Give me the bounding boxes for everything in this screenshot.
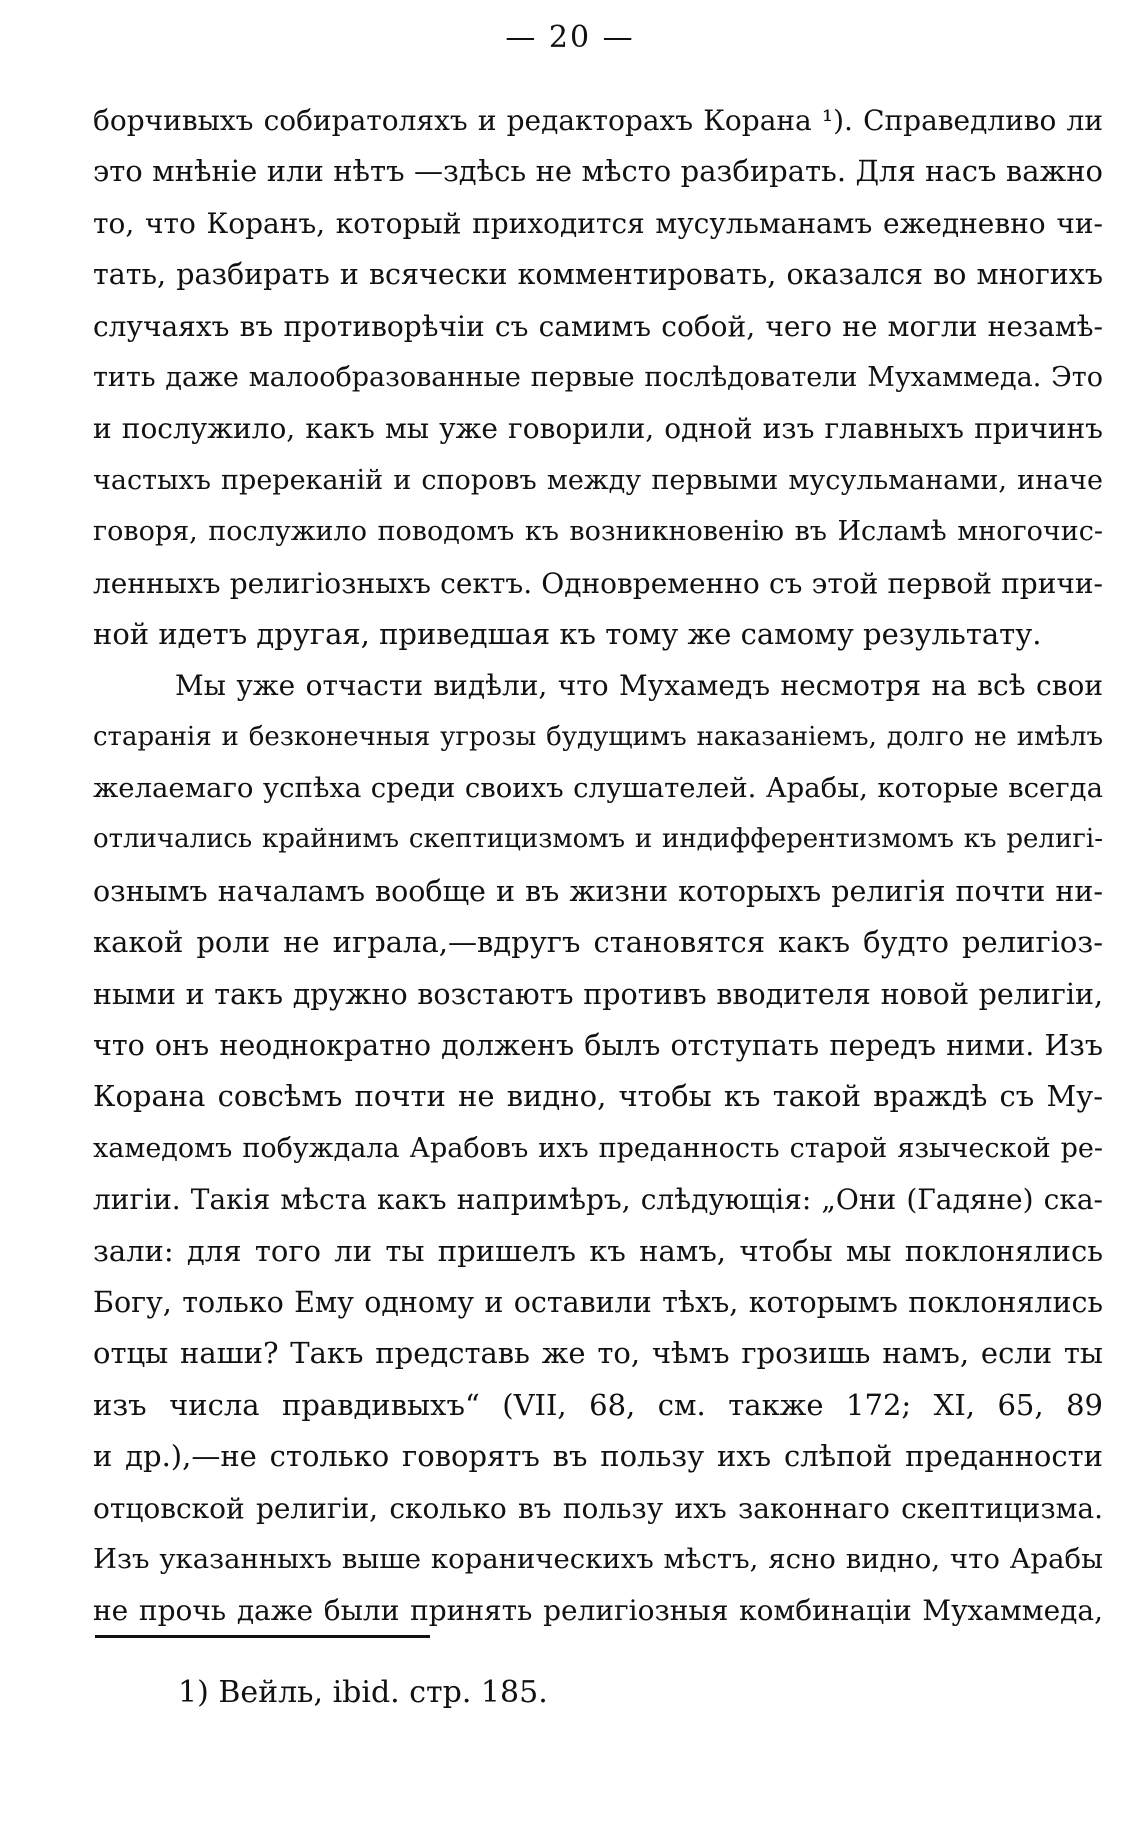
text-line: случаяхъ въ противорѣчіи съ самимъ собой, чего не могли незамѣ- [93,309,1103,343]
paragraph [93,95,1103,660]
page-number: — 20 — [505,20,635,55]
text-line: не прочь даже были принять религіозныя комбинаціи Мухаммеда, [93,1594,1103,1628]
text-line: зали: для того ли ты пришелъ къ намъ, чтобы мы поклонялись [93,1233,1103,1268]
text-line: ознымъ началамъ вообще и въ жизни которыхъ религія почти ни- [93,874,1103,908]
paragraph [93,660,1103,1636]
text-line: лигіи. Такія мѣста какъ напримѣръ, слѣдующія: „Они (Гадяне) ска- [93,1183,1103,1217]
text-line: отцовской религіи, сколько въ пользу ихъ законнаго скептицизма. [93,1491,1103,1525]
text-line: то, что Коранъ, который приходится мусульманамъ ежедневно чи- [93,206,1103,240]
text-line: что онъ неоднократно долженъ былъ отступать передъ ними. Изъ [93,1029,1103,1063]
text-line: тать, разбирать и всячески комментировать, оказался во многихъ [93,258,1103,292]
footnote: 1) Вейль, ibid. стр. 185. [178,1675,548,1710]
text-line: частыхъ пререканій и споровъ между первыми мусульманами, иначе [93,464,1103,496]
text-line: Мы уже отчасти видѣли, что Мухамедъ несмотря на всѣ свои [175,669,1103,703]
text-line: отцы наши? Такъ представь же то, чѣмъ грозишь намъ, если ты [93,1336,1103,1371]
text-line: это мнѣніе или нѣтъ —здѣсь не мѣсто разбирать. Для насъ важно [93,154,1103,189]
text-line: какой роли не играла,—вдругъ становятся какъ будто религіоз- [93,925,1103,960]
text-line: говоря, послужило поводомъ къ возникновенію въ Исламѣ многочис- [93,516,1103,548]
text-line: ными и такъ дружно возстаютъ противъ вводителя новой религіи, [93,977,1103,1011]
text-line: старанія и безконечныя угрозы будущимъ наказаніемъ, долго не имѣлъ [93,721,1103,752]
text-line: борчивыхъ собиратоляхъ и редакторахъ Корана ¹). Справедливо ли [93,104,1103,137]
text-line: и послужило, какъ мы уже говорили, одной изъ главныхъ причинъ [93,412,1103,446]
text-line: Корана совсѣмъ почти не видно, чтобы къ такой враждѣ съ Му- [93,1079,1103,1114]
text-line: отличались крайнимъ скептицизмомъ и индифферентизмомъ къ религі- [93,824,1103,855]
text-line: тить даже малообразованные первые послѣдователи Мухаммеда. Это [93,361,1103,393]
text-line: желаемаго успѣха среди своихъ слушателей. Арабы, которые всегда [93,772,1103,805]
body-text [93,95,1103,1637]
footnote-divider [95,1635,430,1638]
text-line: ной идетъ другая, приведшая къ тому же самому результату. [93,616,1042,651]
text-line: и др.),—не столько говорятъ въ пользу ихъ слѣпой преданности [93,1439,1103,1474]
text-line: Богу, только Ему одному и оставили тѣхъ, которымъ поклонялись [93,1285,1103,1319]
text-line: ленныхъ религіозныхъ сектъ. Одновременно съ этой первой причи- [93,566,1103,600]
text-line: Изъ указанныхъ выше кораническихъ мѣстъ, ясно видно, что Арабы [93,1542,1103,1575]
text-line: изъ числа правдивыхъ“ (VII, 68, см. также 172; XI, 65, 89 [93,1387,1103,1422]
text-line: хамедомъ побуждала Арабовъ ихъ преданность старой языческой ре- [93,1132,1103,1164]
